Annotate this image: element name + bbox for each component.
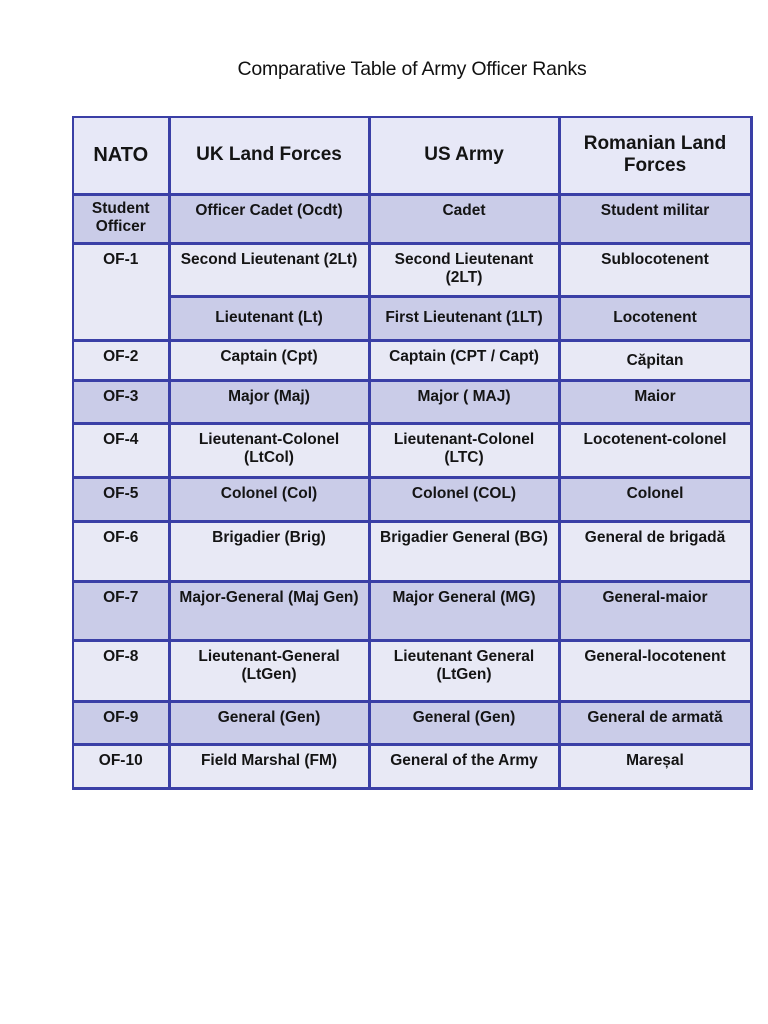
uk-cell: Major-General (Maj Gen) bbox=[169, 581, 369, 640]
nato-cell: OF-8 bbox=[73, 640, 169, 701]
header-uk: UK Land Forces bbox=[169, 117, 369, 194]
us-cell: Captain (CPT / Capt) bbox=[369, 340, 559, 380]
header-romanian: Romanian Land Forces bbox=[559, 117, 751, 194]
uk-cell: Lieutenant (Lt) bbox=[169, 296, 369, 340]
uk-cell: Officer Cadet (Ocdt) bbox=[169, 194, 369, 243]
uk-cell: Field Marshal (FM) bbox=[169, 744, 369, 788]
ro-cell: Sublocotenent bbox=[559, 243, 751, 296]
nato-cell: OF-1 bbox=[73, 243, 169, 340]
nato-cell: OF-2 bbox=[73, 340, 169, 380]
table-row bbox=[73, 581, 751, 640]
table-row bbox=[73, 340, 751, 380]
uk-cell: Captain (Cpt) bbox=[169, 340, 369, 380]
nato-cell: OF-7 bbox=[73, 581, 169, 640]
uk-cell: Colonel (Col) bbox=[169, 477, 369, 521]
uk-cell: Lieutenant-General (LtGen) bbox=[169, 640, 369, 701]
table-row bbox=[73, 701, 751, 744]
uk-cell: Lieutenant-Colonel (LtCol) bbox=[169, 423, 369, 477]
ro-cell: Locotenent-colonel bbox=[559, 423, 751, 477]
table-row bbox=[73, 744, 751, 788]
ro-cell: Maior bbox=[559, 380, 751, 423]
table-row bbox=[73, 296, 751, 340]
us-cell: Brigadier General (BG) bbox=[369, 521, 559, 581]
table-row bbox=[73, 640, 751, 701]
header-us: US Army bbox=[369, 117, 559, 194]
ro-cell: General de armată bbox=[559, 701, 751, 744]
nato-cell: OF-9 bbox=[73, 701, 169, 744]
us-cell: Cadet bbox=[369, 194, 559, 243]
us-cell: Lieutenant General (LtGen) bbox=[369, 640, 559, 701]
table-row bbox=[73, 243, 751, 296]
table-row bbox=[73, 521, 751, 581]
header-row bbox=[73, 117, 751, 194]
ro-cell: General-maior bbox=[559, 581, 751, 640]
us-cell: Major General (MG) bbox=[369, 581, 559, 640]
nato-cell: OF-6 bbox=[73, 521, 169, 581]
table-row bbox=[73, 380, 751, 423]
us-cell: First Lieutenant (1LT) bbox=[369, 296, 559, 340]
table-row bbox=[73, 194, 751, 243]
officer-ranks-table bbox=[72, 116, 753, 790]
uk-cell: General (Gen) bbox=[169, 701, 369, 744]
uk-cell: Major (Maj) bbox=[169, 380, 369, 423]
us-cell: General of the Army bbox=[369, 744, 559, 788]
ro-cell: Mareșal bbox=[559, 744, 751, 788]
header-nato: NATO bbox=[73, 117, 169, 194]
table-row bbox=[73, 477, 751, 521]
ro-cell: General-locotenent bbox=[559, 640, 751, 701]
nato-cell: Student Officer bbox=[73, 194, 169, 243]
ro-cell: Căpitan bbox=[559, 340, 751, 380]
us-cell: Colonel (COL) bbox=[369, 477, 559, 521]
us-cell: General (Gen) bbox=[369, 701, 559, 744]
us-cell: Lieutenant-Colonel (LTC) bbox=[369, 423, 559, 477]
ro-cell: Student militar bbox=[559, 194, 751, 243]
uk-cell: Second Lieutenant (2Lt) bbox=[169, 243, 369, 296]
nato-cell: OF-10 bbox=[73, 744, 169, 788]
nato-cell: OF-4 bbox=[73, 423, 169, 477]
table-row bbox=[73, 423, 751, 477]
ro-cell: General de brigadă bbox=[559, 521, 751, 581]
page-title: Comparative Table of Army Officer Ranks bbox=[237, 58, 587, 80]
ro-cell: Colonel bbox=[559, 477, 751, 521]
us-cell: Major ( MAJ) bbox=[369, 380, 559, 423]
uk-cell: Brigadier (Brig) bbox=[169, 521, 369, 581]
nato-cell: OF-5 bbox=[73, 477, 169, 521]
ro-cell: Locotenent bbox=[559, 296, 751, 340]
nato-cell: OF-3 bbox=[73, 380, 169, 423]
us-cell: Second Lieutenant (2LT) bbox=[369, 243, 559, 296]
